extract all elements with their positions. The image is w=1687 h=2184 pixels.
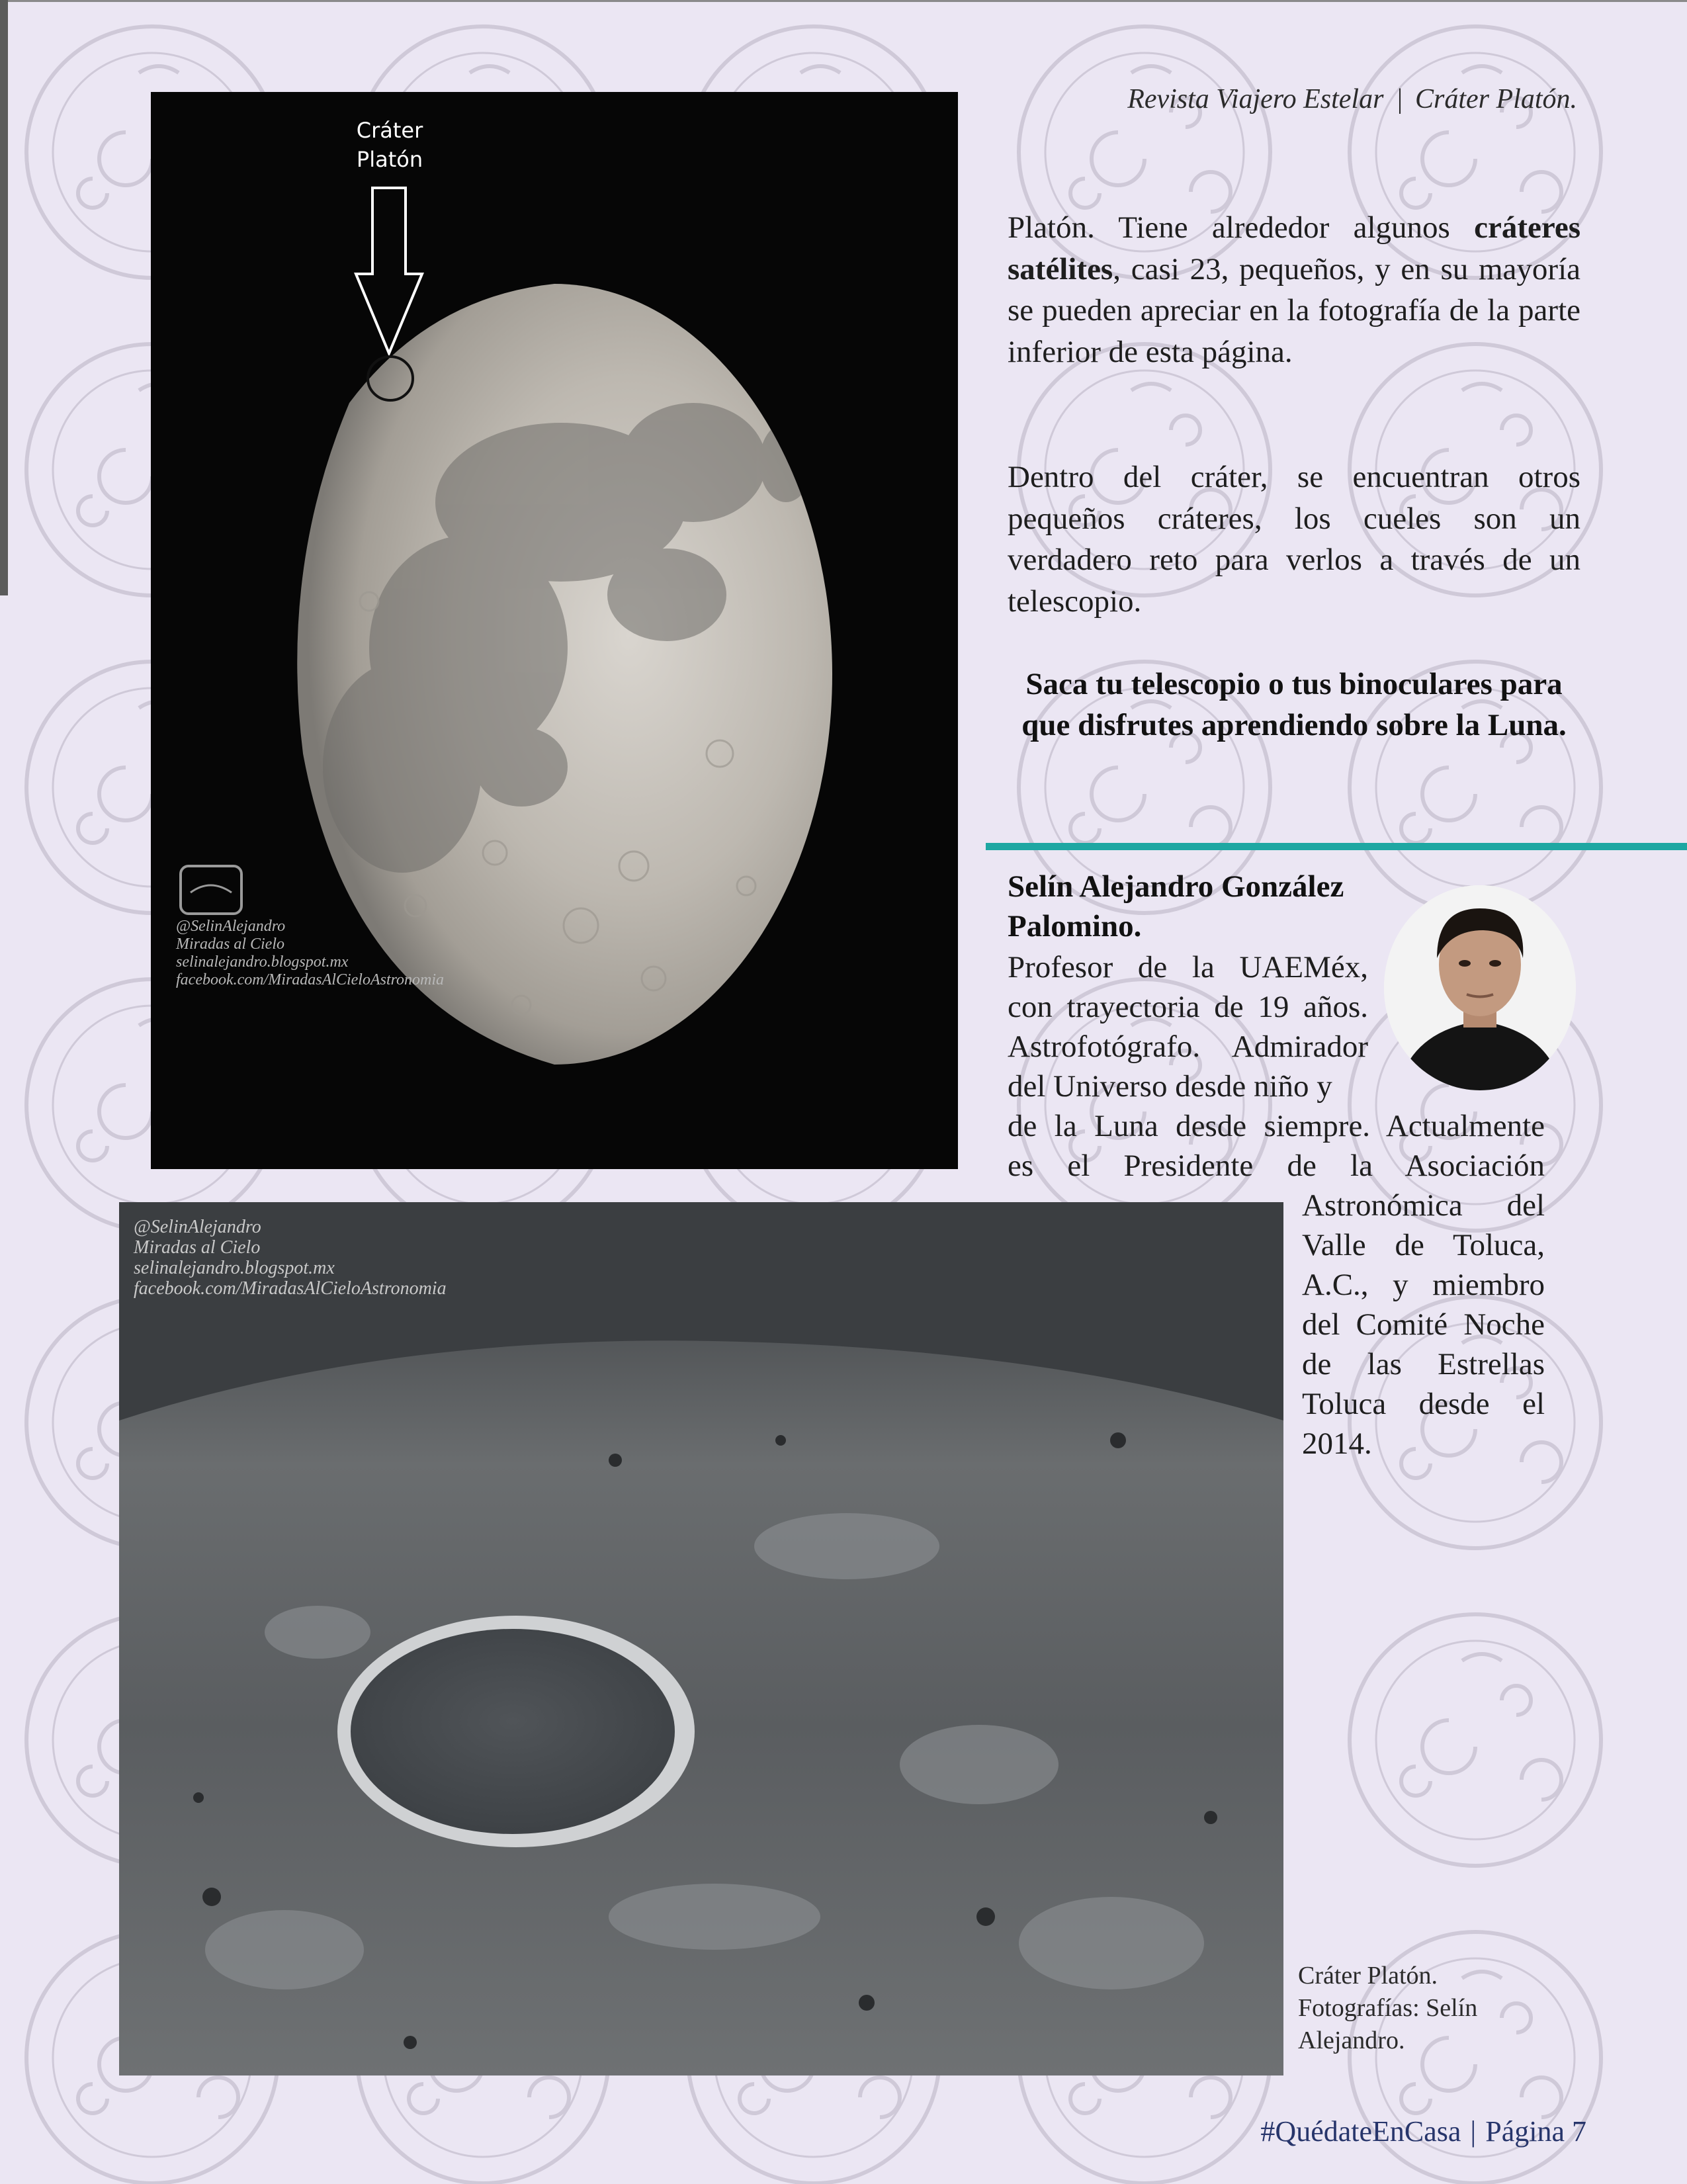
callout-text: Saca tu telescopio o tus binoculares para que disfrutes aprendiendo sobre la Luna. <box>1021 667 1567 742</box>
bio-line: del Universo desde niño y <box>1008 1069 1332 1104</box>
page-left-edge <box>0 0 8 595</box>
article-paragraph-2: Dentro del cráter, se encuentran otros pequeños cráteres, los cueles son un verdadero reto para verlos a través de un telescopio. <box>1008 460 1580 619</box>
moon-photo <box>151 92 958 1169</box>
running-header <box>1127 83 1577 115</box>
bio-line: Astronómica del <box>1302 1188 1545 1223</box>
bio-line: Profesor de la UAEMéx, <box>1008 950 1368 984</box>
author-bio-part-1 <box>1008 947 1368 1106</box>
p1-bold-term: cráteres satélites <box>1008 210 1580 286</box>
bio-line: es el Presidente de la Asociación <box>1008 1149 1545 1183</box>
section-divider <box>986 843 1687 850</box>
p1-text-start: Platón. Tiene alrededor algunos <box>1008 210 1475 245</box>
footer-separator: | <box>1470 2115 1477 2148</box>
plato-crater-photo <box>119 1202 1283 2075</box>
arrow-label-line-2: Platón <box>356 147 423 172</box>
credit-line: facebook.com/MiradasAlCieloAstronomia <box>134 1278 447 1299</box>
crater-arrow-label <box>353 116 426 174</box>
bio-line: del Comité Noche <box>1302 1307 1545 1342</box>
credit-line: selinalejandro.blogspot.mx <box>176 953 349 971</box>
header-separator: | <box>1395 84 1403 114</box>
credit-line: @SelinAlejandro <box>176 918 286 935</box>
bio-line: de la Luna desde siempre. Actualmente <box>1008 1109 1545 1143</box>
bio-line: de las Estrellas <box>1302 1347 1545 1381</box>
credit-line: @SelinAlejandro <box>134 1217 261 1237</box>
bio-line: Toluca desde el <box>1302 1387 1545 1421</box>
page-number: Página 7 <box>1485 2115 1586 2148</box>
footer-hashtag: #QuédateEnCasa <box>1260 2115 1461 2148</box>
moon-photo-credit <box>176 918 444 989</box>
credit-line: Miradas al Cielo <box>134 1237 261 1258</box>
plato-photo-credit <box>134 1217 447 1299</box>
bio-line: 2014. <box>1302 1426 1372 1461</box>
bio-line: Valle de Toluca, <box>1302 1228 1545 1262</box>
arrow-label-line-1: Cráter <box>356 118 423 143</box>
author-bio-part-2 <box>1008 1106 1545 1186</box>
credit-line: Miradas al Cielo <box>176 936 285 953</box>
bio-line: Astrofotógrafo. Admirador <box>1008 1029 1368 1064</box>
author-avatar <box>1384 885 1576 1090</box>
article-paragraph-1 <box>1008 207 1580 372</box>
page-footer <box>1260 2115 1586 2148</box>
author-name: Selín Alejandro González Palomino. <box>1008 869 1344 943</box>
caption-line-2: Fotografías: Selín <box>1298 1994 1478 2022</box>
section-title: Cráter Platón. <box>1414 84 1577 114</box>
bio-line: A.C., y miembro <box>1302 1268 1545 1302</box>
bio-line: con trayectoria de 19 años. <box>1008 990 1368 1024</box>
caption-line-1: Cráter Platón. <box>1298 1962 1438 1989</box>
magazine-title: Revista Viajero Estelar <box>1127 84 1384 114</box>
photo-caption <box>1298 1960 1523 2057</box>
caption-line-3: Alejandro. <box>1298 2027 1405 2054</box>
credit-line: selinalejandro.blogspot.mx <box>134 1258 335 1278</box>
author-bio-part-3 <box>1302 1186 1545 1463</box>
credit-line: facebook.com/MiradasAlCieloAstronomia <box>176 971 445 988</box>
page-top-border <box>0 0 1687 2</box>
p1-text-end: , casi 23, pequeños, y en su mayoría se pueden apreciar en la fotografía de la parte inferior de esta página. <box>1008 251 1580 369</box>
